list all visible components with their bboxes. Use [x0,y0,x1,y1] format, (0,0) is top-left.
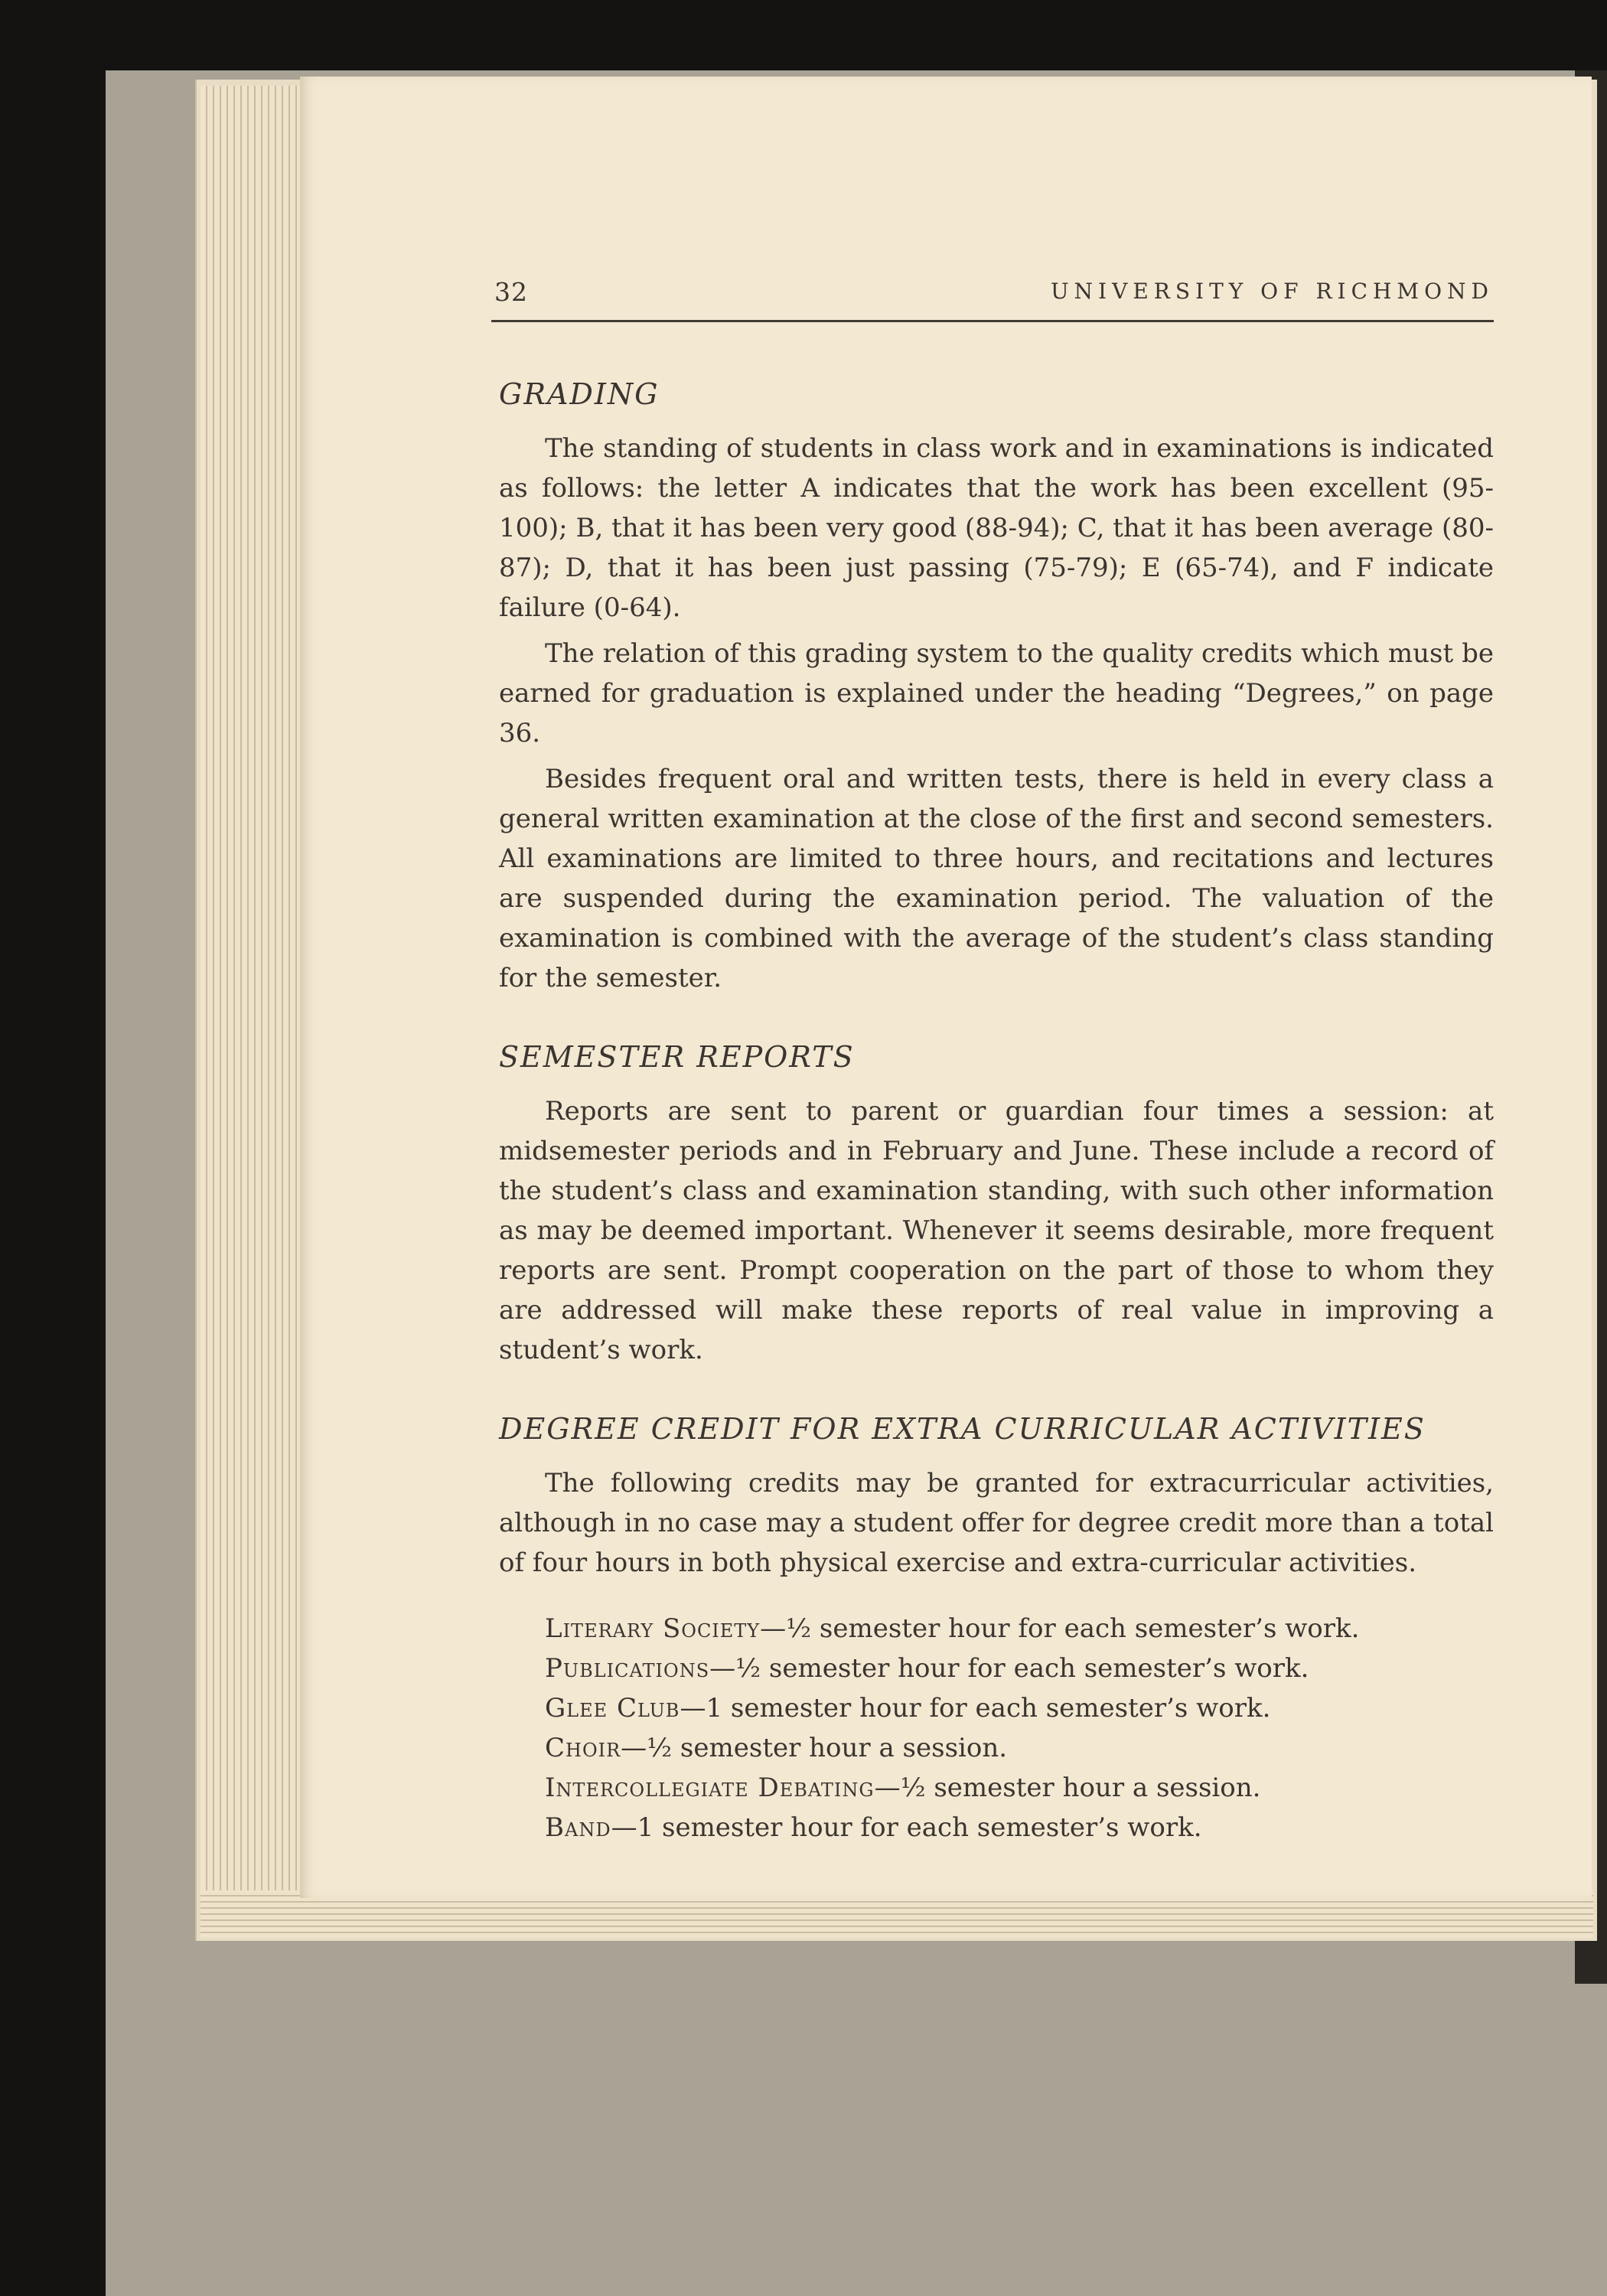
credit-value: —½ semester hour for each semester’s work. [760,1613,1360,1644]
page-body [499,375,1494,1848]
credit-activity: Publications [545,1653,710,1684]
credit-activity: Intercollegiate Debating [545,1773,875,1803]
page-number: 32 [494,277,528,307]
credit-value: —½ semester hour a session. [621,1733,1008,1763]
spacer [499,1376,1494,1410]
credit-activity: Choir [545,1733,621,1763]
credits-list [499,1609,1494,1848]
paragraph: Besides frequent oral and written tests, there is held in every class a general written examination at the close of the first and second semesters. All examinations are limited to three hours, and recitations and lectures are suspended during the examination period. The valuation of the examination is combined with the average of the student’s class standing for the semester. [499,764,1494,993]
paragraph: The following credits may be granted for extracurricular activities, although in no case may a student offer for degree credit more than a total of four hours in both physical exercise and extra-curricular activities. [499,1468,1494,1578]
credit-value: —½ semester hour a session. [874,1773,1261,1803]
credit-item [545,1688,1494,1728]
credit-value: —1 semester hour for each semester’s work. [611,1812,1202,1843]
credit-value: —1 semester hour for each semester’s work. [680,1693,1271,1724]
credit-activity: Literary Society [545,1613,761,1644]
credit-activity: Band [545,1812,611,1843]
credit-item [545,1649,1494,1688]
credit-item [545,1768,1494,1808]
credit-activity: Glee Club [545,1693,680,1724]
credit-value: —½ semester hour for each semester’s work. [709,1653,1309,1684]
running-title: UNIVERSITY OF RICHMOND [1050,279,1494,304]
paragraph: Reports are sent to parent or guardian four times a session: at midsemester periods and in February and June. These include a record of the student’s class and examination standing, with such other information as may be deemed important. Whenever it seems desirable, more frequent reports are sent. Prompt cooperation on the part of those to whom they are addressed will make these reports of real value in improving a student’s work. [499,1096,1494,1365]
section-heading-semester-reports: SEMESTER REPORTS [499,1040,855,1074]
paragraph: The relation of this grading system to the quality credits which must be earned for graduation is explained under the heading “Degrees,” on page 36. [499,638,1494,748]
paragraph: The standing of students in class work and in examinations is indicated as follows: the letter A indicates that the work has been excellent (95-100); B, that it has been very good (88-94); C, that it has been average (80-87); D, that it has been just passing (75-79); E (65-74), and F indicate failure (0-64). [499,433,1494,623]
book-page [300,77,1592,1898]
credit-item [545,1808,1494,1848]
page-edges [200,86,300,1938]
running-head [491,274,1494,322]
credit-item [545,1728,1494,1768]
section-heading-grading: GRADING [499,377,660,411]
credit-item [545,1609,1494,1649]
spacer [499,1004,1494,1038]
section-heading-degree-credit: DEGREE CREDIT FOR EXTRA CURRICULAR ACTIVITIES [499,1412,1426,1446]
